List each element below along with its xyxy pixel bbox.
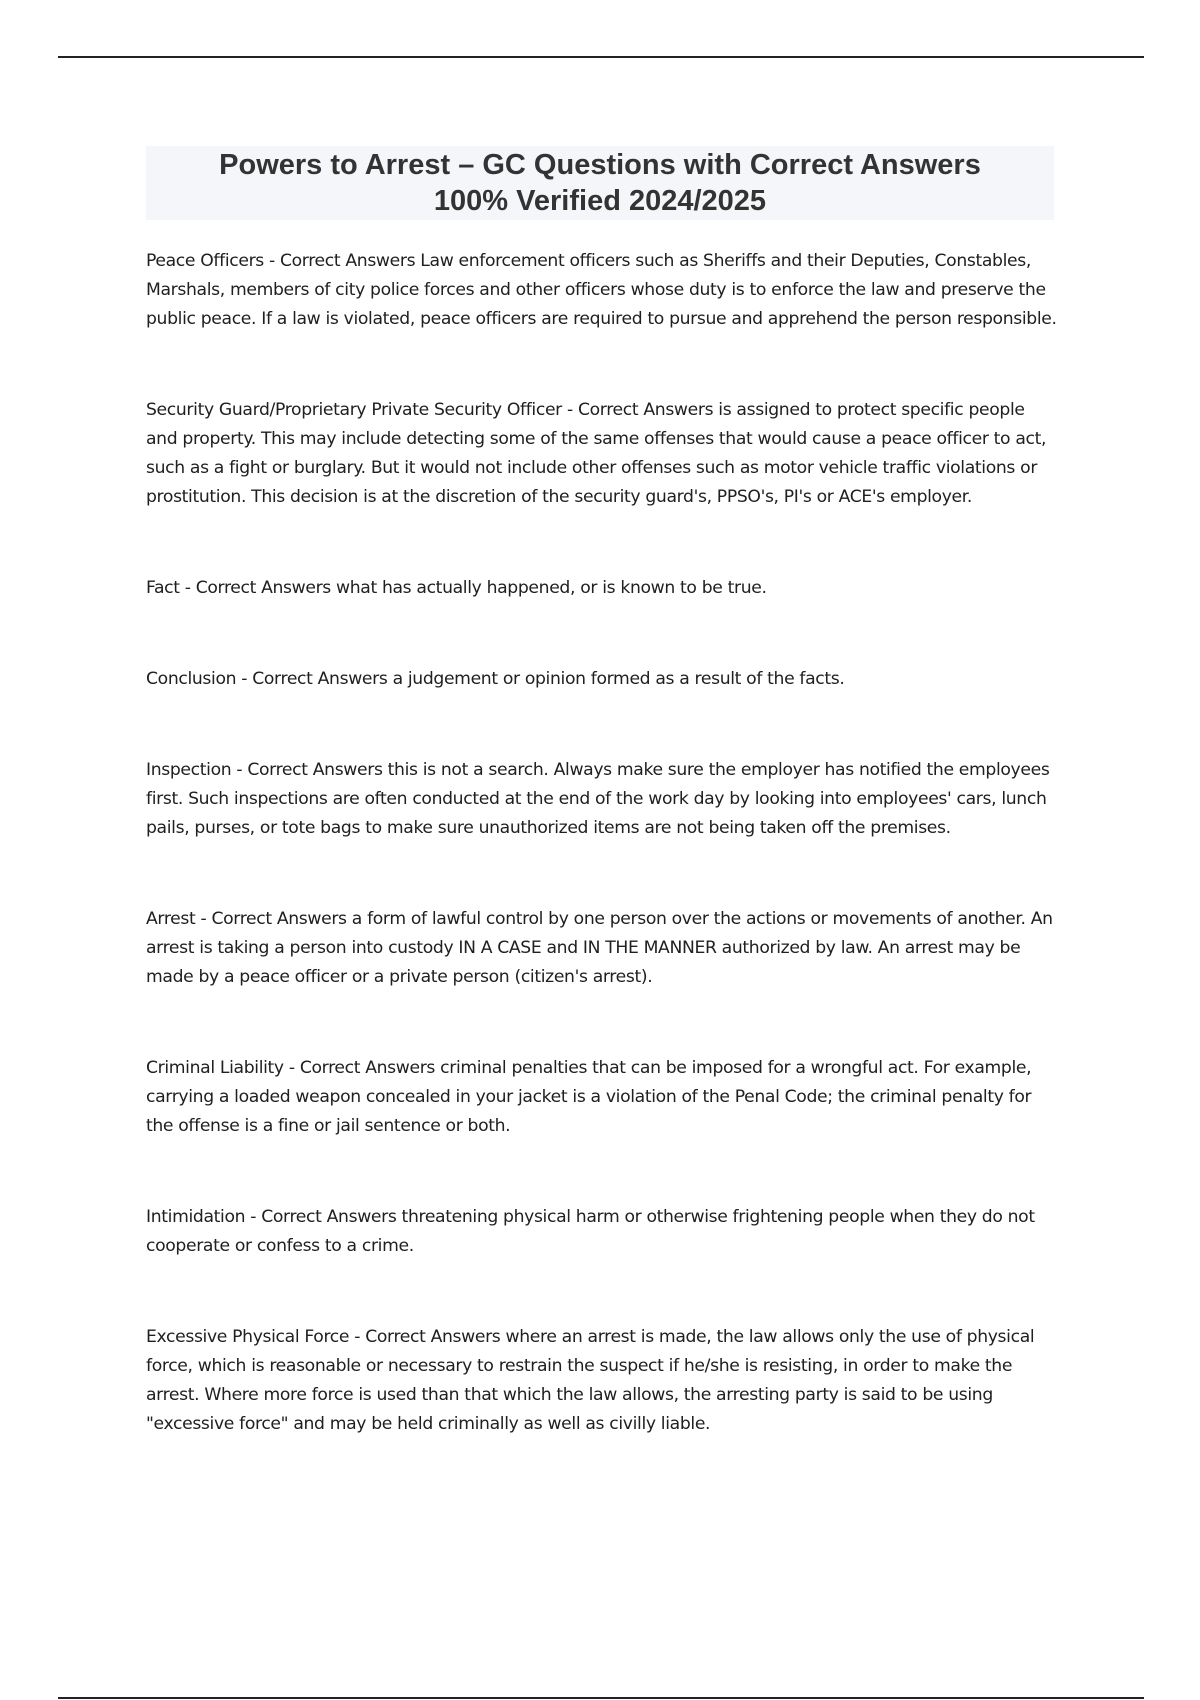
document-title: [146, 146, 1054, 220]
qa-entry-intimidation: Intimidation - Correct Answers threatening physical harm or otherwise frightening people when they do not cooperate or confess to a crime.: [146, 1207, 1035, 1256]
footer-divider: [58, 1697, 1144, 1699]
qa-entry-conclusion: Conclusion - Correct Answers a judgement or opinion formed as a result of the facts.: [146, 669, 845, 689]
header-divider: [58, 56, 1144, 58]
qa-entry-fact: Fact - Correct Answers what has actually happened, or is known to be true.: [146, 578, 767, 598]
qa-entry-arrest: Arrest - Correct Answers a form of lawful control by one person over the actions or movements of another. An arrest is taking a person into custody IN A CASE and IN THE MANNER authorized by law. An arrest may be made by a peace officer or a private person (citizen's arrest).: [146, 909, 1053, 987]
title-line-1: Powers to Arrest – GC Questions with Correct Answers: [219, 149, 981, 181]
qa-entry-list: [146, 247, 1060, 1501]
qa-entry-security-guard: Security Guard/Proprietary Private Security Officer - Correct Answers is assigned to protect specific people and property. This may include detecting some of the same offenses that would cause a peace officer to act, such as a fight or burglary. But it would not include other offenses such as motor vehicle traffic violations or prostitution. This decision is at the discretion of the security guard's, PPSO's, PI's or ACE's employer.: [146, 400, 1047, 507]
qa-entry-peace-officers: Peace Officers - Correct Answers Law enforcement officers such as Sheriffs and their Deputies, Constables, Marshals, members of city police forces and other officers whose duty is to enforce the law and preserve the public peace. If a law is violated, peace officers are required to pursue and apprehend the person responsible.: [146, 251, 1057, 329]
qa-entry-excessive-physical-force: Excessive Physical Force - Correct Answers where an arrest is made, the law allows only the use of physical force, which is reasonable or necessary to restrain the suspect if he/she is resisting, in order to make the arrest. Where more force is used than that which the law allows, the arresting party is said to be using "excessive force" and may be held criminally as well as civilly liable.: [146, 1327, 1035, 1434]
qa-entry-inspection: Inspection - Correct Answers this is not a search. Always make sure the employer has notified the employees first. Such inspections are often conducted at the end of the work day by looking into employees' cars, lunch pails, purses, or tote bags to make sure unauthorized items are not being taken off the premises.: [146, 760, 1050, 838]
qa-entry-criminal-liability: Criminal Liability - Correct Answers criminal penalties that can be imposed for a wrongful act. For example, carrying a loaded weapon concealed in your jacket is a violation of the Penal Code; the criminal penalty for the offense is a fine or jail sentence or both.: [146, 1058, 1032, 1136]
title-line-2: 100% Verified 2024/2025: [433, 185, 767, 217]
